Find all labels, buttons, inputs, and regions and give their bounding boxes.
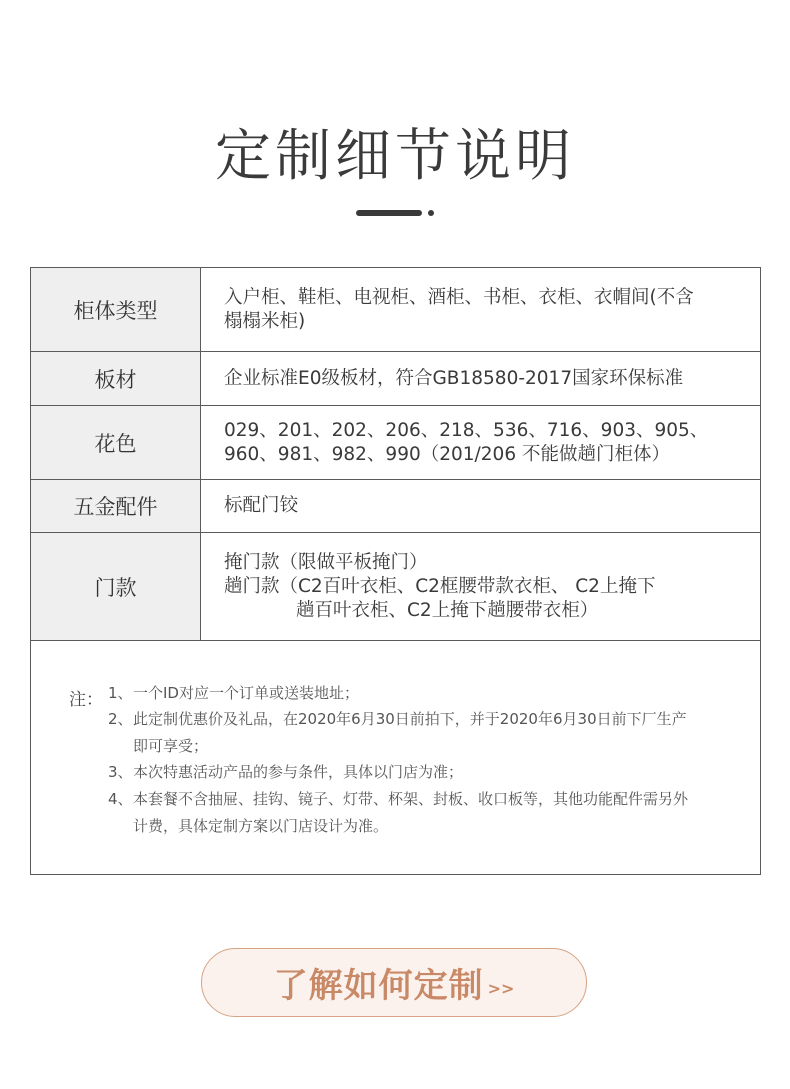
table-row-board — [31, 352, 761, 406]
note-item-4 — [108, 786, 688, 840]
note-number: 1、 — [108, 684, 133, 702]
table-row-hardware — [31, 480, 761, 533]
note-text: 本套餐不含抽屉、挂钩、镜子、灯带、杯架、封板、收口板等，其他功能配件需另外 — [133, 790, 689, 808]
note-item-1 — [108, 680, 359, 707]
row-value — [201, 533, 761, 641]
note-text: 此定制优惠价及礼品，在2020年6月30日前拍下，并于2020年6月30日前下厂生产 — [133, 710, 687, 728]
value-line: 入户柜、鞋柜、电视柜、酒柜、书柜、衣柜、衣帽间(不含 — [224, 286, 694, 308]
table-row-notes — [31, 641, 761, 875]
row-label: 五金配件 — [31, 480, 201, 533]
note-text: 一个ID对应一个订单或送装地址； — [133, 684, 359, 702]
row-label: 花色 — [31, 406, 201, 480]
underline-dot — [428, 210, 434, 216]
value-line: 标配门铰 — [224, 495, 299, 516]
row-label: 门款 — [31, 533, 201, 641]
note-text-continued: 即可享受； — [133, 737, 209, 755]
learn-customization-button[interactable] — [201, 948, 587, 1017]
note-number: 2、 — [108, 710, 133, 728]
value-line: 960、981、982、990（201/206 不能做趟门柜体） — [224, 443, 670, 465]
value-line: 趟百叶衣柜、C2上掩下趟腰带衣柜） — [296, 599, 599, 621]
page-title: 定制细节说明 — [215, 124, 575, 189]
row-value — [201, 352, 761, 406]
table-row-door-style — [31, 533, 761, 641]
underline-bar — [356, 210, 422, 216]
table-row-cabinet-type — [31, 268, 761, 352]
note-number: 3、 — [108, 763, 133, 781]
row-value — [201, 268, 761, 352]
value-line: 企业标准E0级板材，符合GB18580-2017国家环保标准 — [224, 367, 684, 389]
row-label: 板材 — [31, 352, 201, 406]
table-row-colors — [31, 406, 761, 480]
note-text: 本次特惠活动产品的参与条件，具体以门店为准； — [133, 763, 464, 781]
note-number: 4、 — [108, 790, 133, 808]
note-text-continued: 计费，具体定制方案以门店设计为准。 — [133, 817, 389, 835]
row-value — [201, 406, 761, 480]
note-item-2 — [108, 706, 687, 760]
row-label: 柜体类型 — [31, 268, 201, 352]
notes-cell — [31, 641, 761, 875]
note-item-3 — [108, 759, 463, 786]
value-line: 029、201、202、206、218、536、716、903、905、 — [224, 419, 709, 441]
double-chevron-right-icon: >> — [487, 979, 515, 998]
title-underline-decoration — [356, 209, 436, 217]
value-line: 掩门款（限做平板掩门） — [224, 551, 428, 573]
spec-table — [30, 267, 761, 875]
cta-label: 了解如何定制 — [273, 966, 484, 1006]
notes-label: 注： — [69, 690, 103, 710]
value-line: 趟门款（C2百叶衣柜、C2框腰带款衣柜、 C2上掩下 — [224, 575, 656, 597]
value-line: 榻榻米柜) — [224, 310, 306, 332]
row-value — [201, 480, 761, 533]
